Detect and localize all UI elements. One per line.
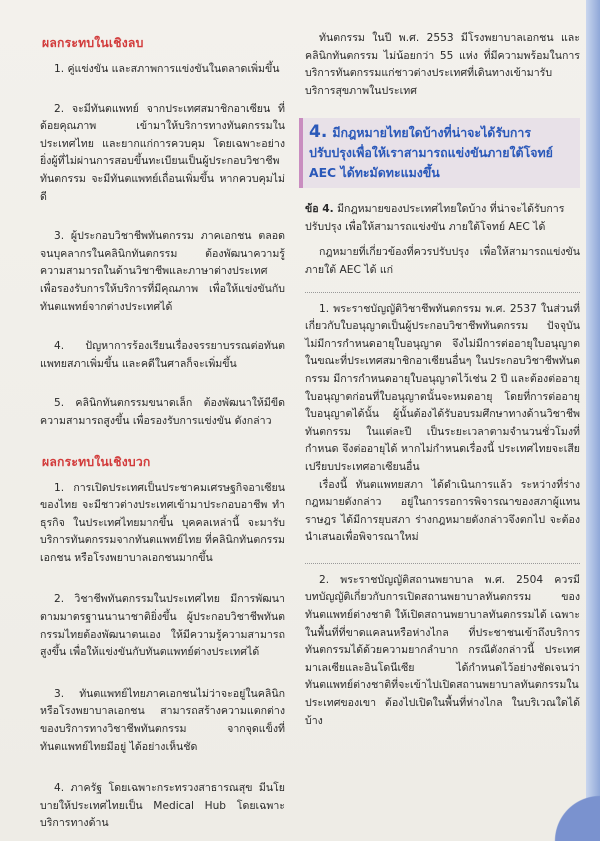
left-column [40, 30, 285, 833]
callout-title: มีกฎหมายไทยใดบ้างที่น่าจะได้รับการปรับปรุงเพื่อให้เราสามารถแข่งขันภายใต้โจทย์ AEC ได้ทะมัดทะแมงขึ้น [309, 125, 553, 181]
question-text: มีกฎหมายของประเทศไทยใดบ้าง ที่น่าจะได้รับการปรับปรุง เพื่อให้สามารถแข่งขัน ภายใต้โจทย์ AEC ได้ [305, 203, 565, 234]
continued-paragraph: ทันตกรรม ในปี พ.ศ. 2553 มีโรงพยาบาลเอกชน และคลินิกทันตกรรม ไม่น้อยกว่า 55 แห่ง ที่มีความพร้อมในการบริการทันตกรรมแก่ชาวต่างประเทศที่เดินทางเข้ามารับบริการสุขภาพในประเทศ [305, 32, 580, 97]
law-1: 1. พระราชบัญญัติวิชาชีพทันตกรรม พ.ศ. 2537 ในส่วนที่เกี่ยวกับใบอนุญาตเป็นผู้ประกอบวิชาชีพทันตกรรม ปัจจุบันไม่มีการกำหนดอายุใบอนุญาต จึงไม่มีการต่ออายุใบอนุญาต ในขณะที่ประเทศสมาชิกอาเซียนอื่นๆ ในประกอบวิชาชีพทันตกรรม มีการกำหนดอายุใบอนุญาตไว้เช่น 2 ปี และต้องต่ออายุใบอนุญาตก่อนที่ใบอนุญาตนั้นจะหมดอายุ โดยที่การต่ออายุใบอนุญาตได้นั้น ผู้นั้นต้องได้รับอบรมศึกษาทางด้านวิชาชีพทันตกรรม ในแต่ละปี เป็นระยะเวลาตามจำนวนชั่วโมงที่กำหนด จึงต่ออายุได้ หากไม่กำหนดเรื่องนี้ ประเทศไทยจะเสียเปรียบประเทศอาเซียนอื่น [305, 302, 580, 473]
callout-number: 4. [309, 122, 328, 143]
corner-decoration [530, 771, 600, 841]
negative-impact-heading: ผลกระทบในเชิงลบ [42, 36, 144, 50]
divider-2 [305, 563, 580, 564]
negative-item-1: 1. คู่แข่งขัน และสภาพการแข่งขันในตลาดเพิ่มขึ้น [54, 63, 280, 75]
negative-item-3: 3. ผู้ประกอบวิชาชีพทันตกรรม ภาคเอกชน ตลอดจนบุคลากรในคลินิกทันตกรรม ต้องพัฒนาความรู้ ความสามารถในด้านวิชาชีพและภาษาต่างประเทศ เพื่อรองรับการให้บริการที่มีคุณภาพ เพื่อให้แข่งขันกับทันตแพทย์จากต่างประเทศได้ [40, 230, 285, 313]
law-1-note: เรื่องนี้ ทันตแพทยสภา ได้ดำเนินการแล้ว ระหว่างที่ร่างกฎหมายดังกล่าว อยู่ในการรอการพิจารณาของสภาผู้แทนราษฎร ได้มีการยุบสภา ร่างกฎหมายดังกล่าวจึงตกไป จะต้องนำเสนอเพื่อพิจารณาใหม่ [305, 478, 580, 544]
page-edge-decoration [586, 0, 600, 841]
positive-item-2: 2. วิชาชีพทันตกรรมในประเทศไทย มีการพัฒนาตามมาตรฐานนานาชาติยิ่งขึ้น ผู้ประกอบวิชาชีพทันตกรรมไทยต้องพัฒนาตนเอง ให้มีความรู้ความสามารถสูงขึ้น เพื่อให้แข่งขันกับทันตแพทย์ต่างประเทศได้ [40, 593, 285, 659]
positive-impact-heading: ผลกระทบในเชิงบวก [42, 454, 151, 469]
law-2: 2. พระราชบัญญัติสถานพยาบาล พ.ศ. 2504 ควรมีบทบัญญัติเกี่ยวกับการเปิดสถานพยาบาลทันตกรรม ของทันตแพทย์ต่างชาติ ให้เปิดสถานพยาบาลทันตกรรมได้ เฉพาะในพื้นที่ที่ขาดแคลนหรือห่างไกล ที่ประชาชนเข้าถึงบริการทันตกรรมได้ด้วยความยากลำบาก กรณีดังกล่าวนี้ ประเทศมาเลเซียและอินโดนีเซีย ได้กำหนดไว้อย่างชัดเจนว่า ทันตแพทย์ต่างชาติที่จะเข้าไปเปิดสถานพยาบาลทันตกรรมในประเทศของเขา ต้องไปเปิดในพื้นที่ห่างไกล ในบริเวณใดได้บ้าง [305, 573, 580, 727]
right-column [305, 30, 580, 730]
negative-item-5: 5. คลินิกทันตกรรมขนาดเล็ก ต้องพัฒนาให้มีขีดความสามารถสูงขึ้น เพื่อรองรับการแข่งขัน ดังกล่าว [40, 397, 285, 427]
question-block [305, 200, 580, 236]
intro-paragraph: กฎหมายที่เกี่ยวข้องที่ควรปรับปรุง เพื่อให้สามารถแข่งขันภายใต้ AEC ได้ แก่ [305, 246, 580, 276]
question-label: ข้อ 4. [305, 203, 334, 216]
positive-item-3: 3. ทันตแพทย์ไทยภาคเอกชนไม่ว่าจะอยู่ในคลินิกหรือโรงพยาบาลเอกชน สามารถสร้างความแตกต่างของบริการทางวิชาชีพทันตกรรม จากจุดแข็งที่ทันตแพทย์ไทยมีอยู่ ได้อย่างเห็นชัด [40, 687, 285, 753]
question-callout [299, 118, 580, 188]
negative-item-4: 4. ปัญหาการร้องเรียนเรื่องจรรยาบรรณต่อทันตแพทยสภาเพิ่มขึ้น และคดีในศาลก็จะเพิ่มขึ้น [40, 340, 285, 370]
positive-item-4: 4. ภาครัฐ โดยเฉพาะกระทรวงสาธารณสุข มีนโยบายให้ประเทศไทยเป็น Medical Hub โดยเฉพาะบริการทางด้าน [40, 782, 285, 830]
positive-item-1: 1. การเปิดประเทศเป็นประชาคมเศรษฐกิจอาเซียนของไทย จะมีชาวต่างประเทศเข้ามาประกอบอาชีพ ทำธุรกิจ ในประเทศไทยมากขึ้น บุคคลเหล่านี้ จะมารับบริการทันตกรรมจากทันตแพทย์ไทย ที่คลินิกทันตกรรมเอกชน หรือโรงพยาบาลเอกชนมากขึ้น [40, 481, 286, 564]
negative-item-2: 2. จะมีทันตแพทย์ จากประเทศสมาชิกอาเซียน ที่ด้อยคุณภาพ เข้ามาให้บริการทางทันตกรรมในประเทศไทย และยากแก่การควบคุม โดยเฉพาะอย่างยิ่งผู้ที่ไม่ผ่านการสอบขึ้นทะเบียนเป็นผู้ประกอบวิชาชีพทันตกรรม จะมีทันตแพทย์เถื่อนเพิ่มขึ้น หากควบคุมไม่ดี [40, 102, 285, 203]
divider [305, 292, 580, 293]
